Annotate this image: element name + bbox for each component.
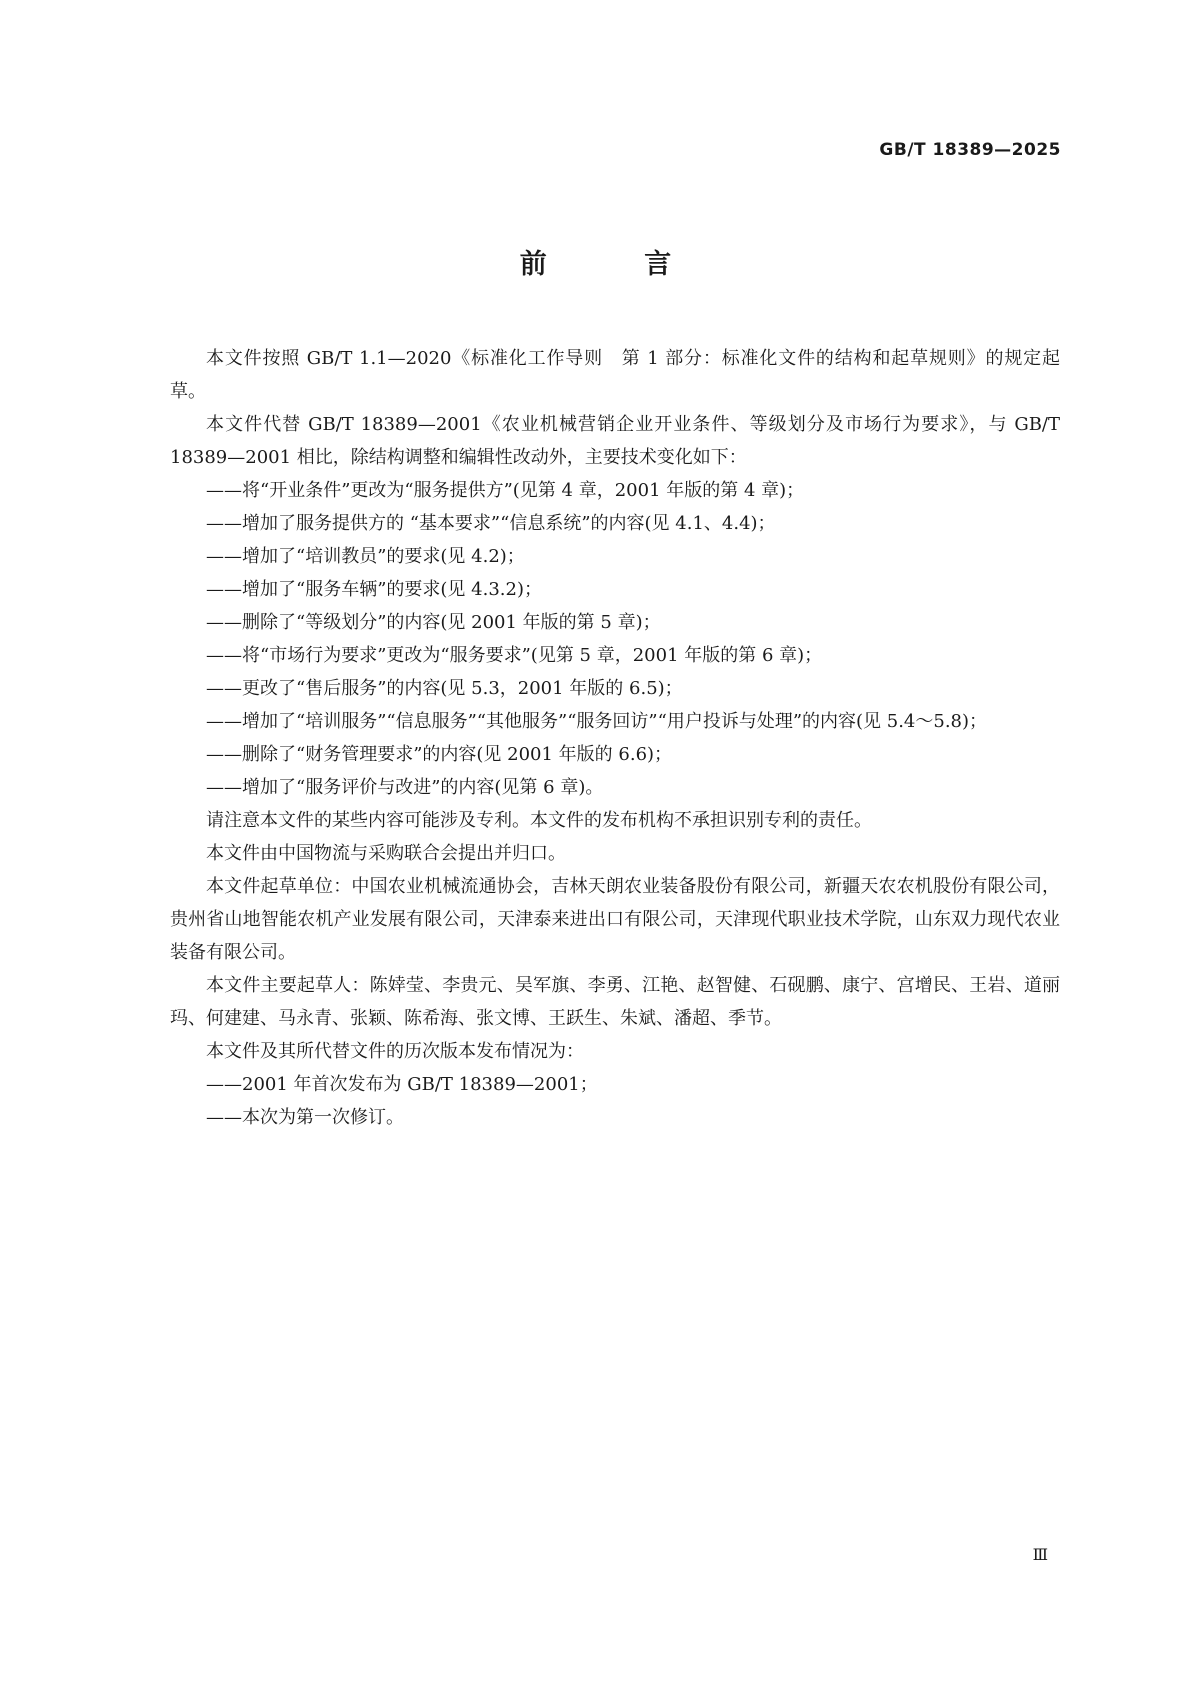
paragraph-drafters: 本文件主要起草人：陈婞莹、李贵元、吴军旗、李勇、江艳、赵智健、石砚鹏、康宁、宫增民、王岩、道丽玛、何建建、马永青、张颖、陈希海、张文博、王跃生、朱斌、潘超、季节。 bbox=[170, 975, 1060, 1029]
page-title: 前 言 bbox=[519, 249, 716, 280]
paragraph-patent-notice: 请注意本文件的某些内容可能涉及专利。本文件的发布机构不承担识别专利的责任。 bbox=[206, 810, 872, 831]
paragraph-version-history: 本文件及其所代替文件的历次版本发布情况为： bbox=[206, 1041, 584, 1062]
list-item: ——本次为第一次修订。 bbox=[206, 1107, 404, 1128]
list-item: ——增加了“服务评价与改进”的内容(见第 6 章)。 bbox=[206, 777, 604, 798]
list-item: ——将“市场行为要求”更改为“服务要求”(见第 5 章，2001 年版的第 6 章)； bbox=[206, 645, 823, 666]
standard-code: GB/T 18389—2025 bbox=[879, 140, 1061, 160]
paragraph-drafting-rules: 本文件按照 GB/T 1.1—2020《标准化工作导则 第 1 部分：标准化文件的结构和起草规则》的规定起草。 bbox=[170, 348, 1060, 402]
list-item: ——增加了“培训服务”“信息服务”“其他服务”“服务回访”“用户投诉与处理”的内容(见 5.4～5.8)； bbox=[206, 711, 988, 732]
list-item: ——删除了“财务管理要求”的内容(见 2001 年版的 6.6)； bbox=[206, 744, 673, 765]
paragraph-replacement: 本文件代替 GB/T 18389—2001《农业机械营销企业开业条件、等级划分及市场行为要求》，与 GB/T 18389—2001 相比，除结构调整和编辑性改动外，主要技术变化如下： bbox=[170, 414, 1060, 468]
document-body bbox=[170, 342, 1060, 1134]
list-item: ——将“开业条件”更改为“服务提供方”(见第 4 章，2001 年版的第 4 章)； bbox=[206, 480, 805, 501]
list-item: ——更改了“售后服务”的内容(见 5.3，2001 年版的 6.5)； bbox=[206, 678, 683, 699]
paragraph-drafting-units: 本文件起草单位：中国农业机械流通协会，吉林天朗农业装备股份有限公司，新疆天农农机股份有限公司，贵州省山地智能农机产业发展有限公司，天津泰来进出口有限公司，天津现代职业技术学院，山东双力现代农业装备有限公司。 bbox=[170, 876, 1060, 963]
page-number: Ⅲ bbox=[1032, 1545, 1048, 1564]
list-item: ——删除了“等级划分”的内容(见 2001 年版的第 5 章)； bbox=[206, 612, 661, 633]
list-item: ——增加了“培训教员”的要求(见 4.2)； bbox=[206, 546, 525, 567]
list-item: ——2001 年首次发布为 GB/T 18389—2001； bbox=[206, 1074, 598, 1095]
list-item: ——增加了服务提供方的 “基本要求”“信息系统”的内容(见 4.1、4.4)； bbox=[206, 513, 776, 534]
list-item: ——增加了“服务车辆”的要求(见 4.3.2)； bbox=[206, 579, 542, 600]
paragraph-proposer: 本文件由中国物流与采购联合会提出并归口。 bbox=[206, 843, 566, 864]
